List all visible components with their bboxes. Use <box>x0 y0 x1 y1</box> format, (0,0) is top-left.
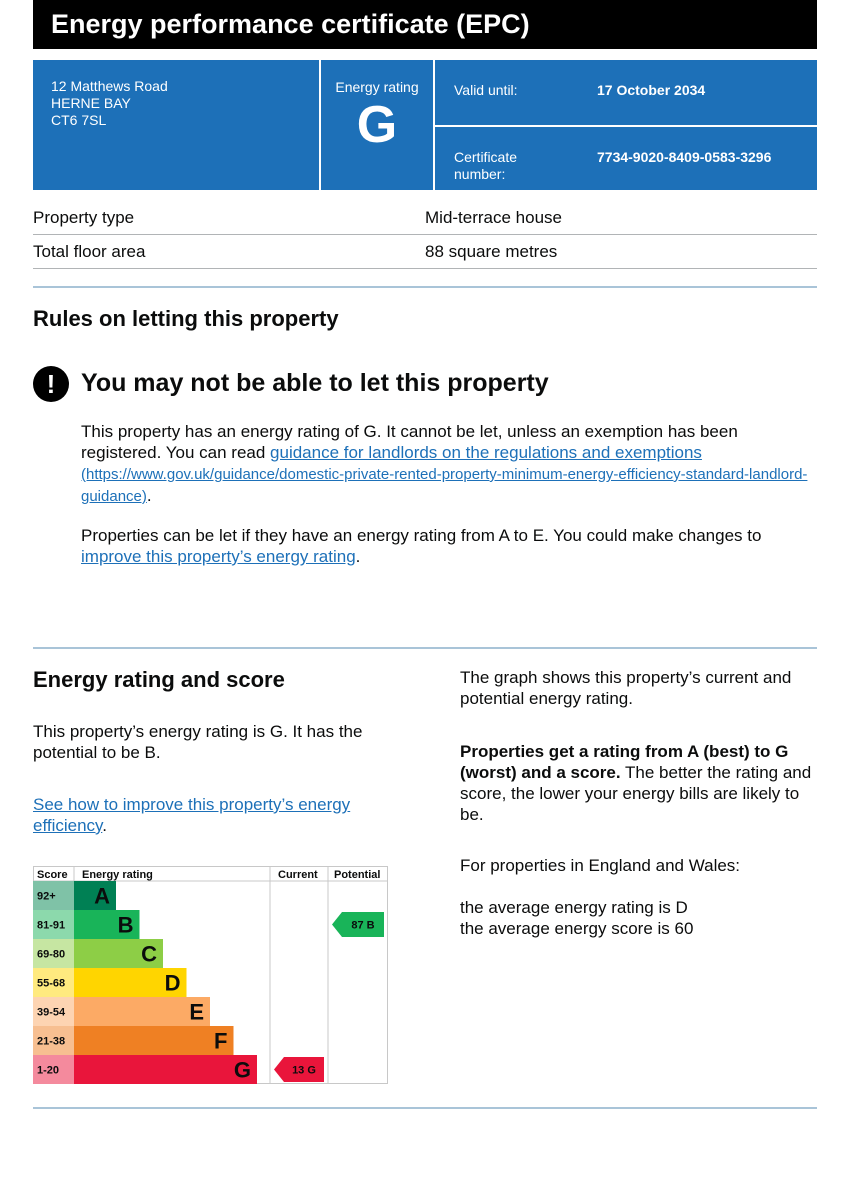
landlord-guidance-link[interactable]: guidance for landlords on the regulations and exemptions <box>270 443 702 462</box>
potential-rating-label: 87 B <box>351 919 375 932</box>
valid-until-label: Valid until: <box>454 82 518 98</box>
band-bar-G <box>74 1055 257 1084</box>
letting-text-1: This property has an energy rating of G. It cannot be let, unless an exemption has been registered. You can read <box>81 422 738 462</box>
current-rating-label: 13 G <box>292 1064 316 1077</box>
improve-efficiency-link[interactable]: See how to improve this property’s energy efficiency <box>33 795 351 835</box>
address-line3: CT6 7SL <box>51 112 107 128</box>
certificate-label-line1: Certificate <box>454 149 518 165</box>
property-type-label: Property type <box>33 208 135 227</box>
band-range-G: 1-20 <box>37 1064 60 1077</box>
rating-explanation <box>460 741 820 825</box>
address-box <box>33 60 319 190</box>
band-bar-F <box>74 1026 234 1055</box>
band-letter-E: E <box>189 999 204 1025</box>
certificate-label <box>454 149 517 183</box>
landlord-guidance-url[interactable]: (https://www.gov.uk/guidance/domestic-private-rented-property-minimum-energy-efficiency-standard-landlord-guidance) <box>81 466 808 505</box>
section-divider-3 <box>33 1107 817 1109</box>
energy-rating-value: G <box>356 96 398 154</box>
band-range-D: 55-68 <box>37 977 66 990</box>
certificate-label-line2: number: <box>454 166 506 182</box>
improve-rating-link[interactable]: improve this property’s energy rating <box>81 547 356 566</box>
rating-explanation-rest: The better the rating and score, the lower your energy bills are likely to be. <box>460 763 812 824</box>
energy-link-end: . <box>102 816 108 835</box>
address-line2: HERNE BAY <box>51 95 131 111</box>
band-range-F: 21-38 <box>37 1035 66 1048</box>
floor-area-label: Total floor area <box>33 242 146 261</box>
floor-area-value: 88 square metres <box>425 242 558 261</box>
letting-heading: Rules on letting this property <box>33 306 339 331</box>
floor-area-row <box>33 235 817 269</box>
band-range-E: 39-54 <box>37 1006 66 1019</box>
page-title: Energy performance certificate (EPC) <box>33 0 817 49</box>
energy-rating-chart <box>33 866 388 1084</box>
energy-rating-label: Energy rating <box>335 79 419 95</box>
letting-text-2: Properties can be let if they have an energy rating from A to E. You could make changes to <box>81 526 762 545</box>
energy-rating-box <box>321 60 433 190</box>
energy-heading: Energy rating and score <box>33 667 285 692</box>
band-letter-C: C <box>141 941 157 967</box>
address-line1: 12 Matthews Road <box>51 78 168 94</box>
graph-description: The graph shows this property’s current and potential energy rating. <box>460 668 792 708</box>
chart-headers <box>37 869 380 881</box>
england-wales-text: For properties in England and Wales: <box>460 856 741 875</box>
warning-title: You may not be able to let this property <box>81 369 549 397</box>
band-letter-F: F <box>214 1028 228 1054</box>
certificate-box <box>435 127 817 190</box>
energy-summary: This property’s energy rating is G. It has the potential to be B. <box>33 722 363 762</box>
energy-link-paragraph <box>33 794 403 836</box>
letting-paragraph-1 <box>81 421 811 507</box>
letting-paragraph-2 <box>81 525 811 567</box>
chart-header-0: Score <box>37 869 68 881</box>
band-range-A: 92+ <box>37 890 56 903</box>
letting-text-2-end: . <box>355 547 361 566</box>
section-divider <box>33 286 817 288</box>
band-range-B: 81-91 <box>37 919 66 932</box>
letting-text-1-end: . <box>146 486 152 505</box>
band-letter-A: A <box>94 883 110 909</box>
property-type-row <box>33 201 817 235</box>
chart-header-1: Energy rating <box>82 869 153 881</box>
warning-icon: ! <box>33 366 69 402</box>
band-letter-D: D <box>164 970 181 996</box>
valid-until-box <box>435 60 817 125</box>
valid-until-value: 17 October 2034 <box>597 82 706 98</box>
rating-explanation-bold: Properties get a rating from A (best) to G (worst) and a score. <box>460 742 789 782</box>
chart-header-3: Potential <box>334 869 381 881</box>
chart-bands <box>33 881 257 1084</box>
average-score-text: the average energy score is 60 <box>460 919 694 938</box>
section-divider-2 <box>33 647 817 649</box>
band-range-C: 69-80 <box>37 948 66 961</box>
band-letter-B: B <box>117 912 134 938</box>
chart-header-2: Current <box>278 869 318 881</box>
average-rating-text: the average energy rating is D <box>460 898 688 917</box>
band-letter-G: G <box>233 1057 251 1083</box>
chart-markers <box>274 912 384 1082</box>
property-type-value: Mid-terrace house <box>425 208 563 227</box>
certificate-number: 7734-9020-8409-0583-3296 <box>597 149 772 165</box>
